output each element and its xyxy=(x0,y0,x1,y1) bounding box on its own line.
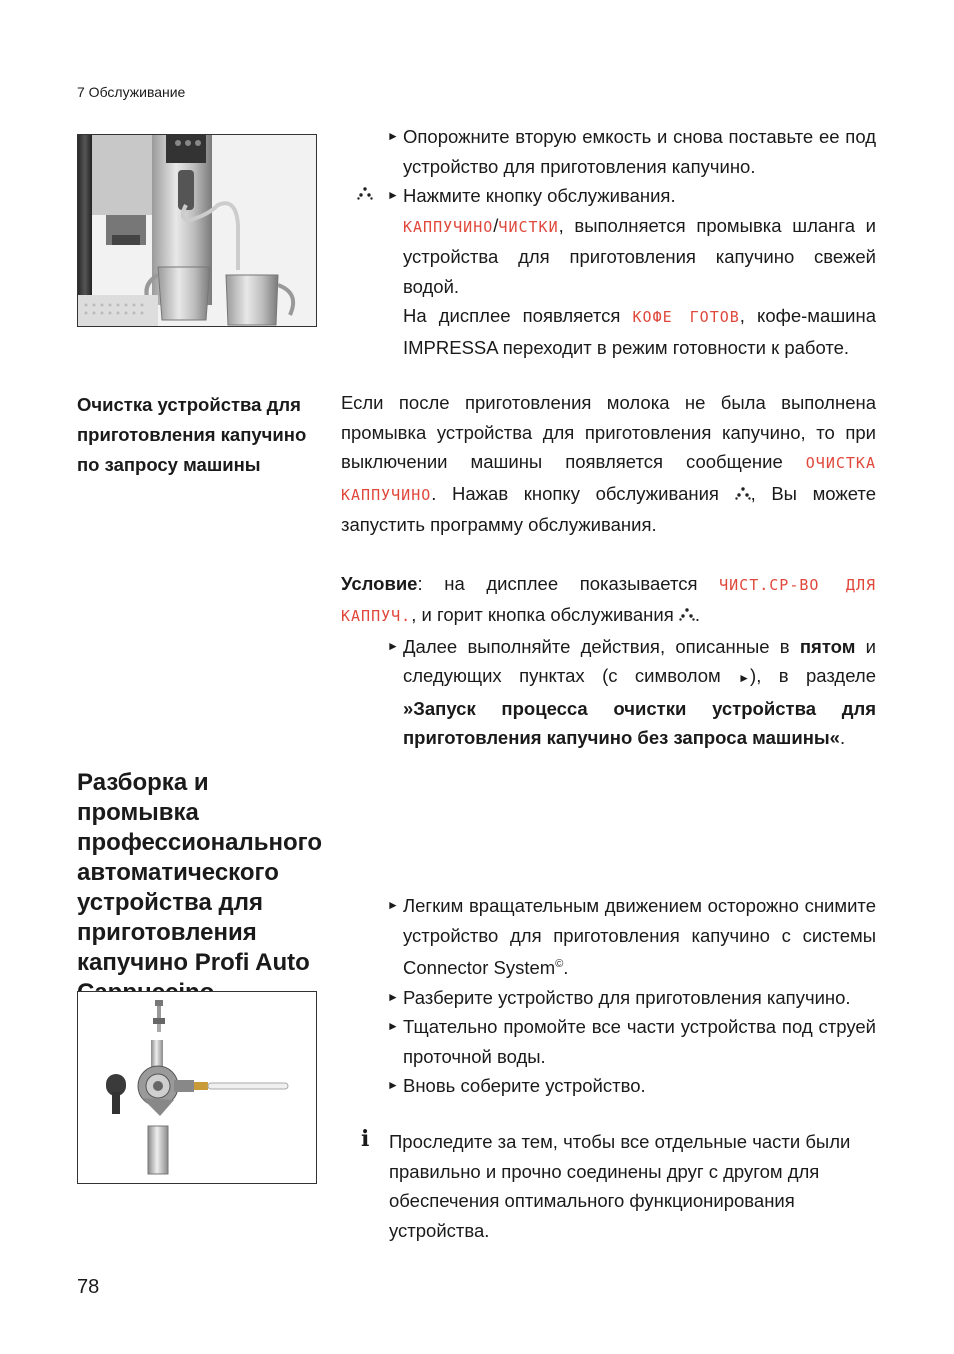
condition-end: . xyxy=(694,604,701,625)
condition-text: : на дисплее показывается xyxy=(417,572,698,594)
block1-bullets xyxy=(387,122,876,362)
copyright-mark: © xyxy=(555,958,564,970)
condition-paragraph xyxy=(341,569,876,632)
figure-machine-jugs xyxy=(77,134,317,327)
bullet-text: Нажмите кнопку обслуживания. xyxy=(403,185,676,206)
display-message: ЧИСТКИ xyxy=(498,217,559,236)
triangle-right-icon: ► xyxy=(387,638,399,653)
bullet-text: Вновь соберите устройство. xyxy=(403,1075,646,1097)
list-item xyxy=(387,181,876,211)
page-number: 78 xyxy=(77,1276,100,1298)
bullet-text: Опорожните вторую емкость и снова поставьте ее под устройство для приготовления капучино. xyxy=(403,126,876,177)
section-heading: Разборка и промывка профессионального автоматического устройства для приготовления капучино Profi Auto xyxy=(77,769,322,976)
block2-body xyxy=(341,388,876,753)
result-text xyxy=(403,211,876,302)
intro-text-3: , Вы можете запустить программу обслуживания. xyxy=(341,482,876,535)
condition-label: Условие xyxy=(341,572,418,594)
triangle-right-icon: ► xyxy=(387,898,399,912)
bullet-text-3: ), в разделе xyxy=(750,665,876,686)
bullet-bold: пятом xyxy=(799,635,856,657)
figure-cappuccino-parts xyxy=(77,991,317,1184)
bullet-text: Легким вращательным движением осторожно снимите устройство для приготовления капучино с системы Connector System xyxy=(403,895,876,979)
info-note: Проследите за тем, чтобы все отдельные части были правильно и прочно соединены друг с другом для обеспечения оптимального функционирования устройства. xyxy=(389,1131,851,1241)
service-drops-icon xyxy=(735,486,751,500)
section-header: 7 Обслуживание xyxy=(77,84,186,100)
section-reference: »Запуск процесса очистки устройства для приготовления капучино без запроса машины« xyxy=(403,697,876,748)
bullet-end: . xyxy=(839,727,846,748)
list-item xyxy=(387,632,876,753)
cappuccino-parts-illustration xyxy=(78,992,316,1183)
result-description: , выполняется промывка шланга и устройства для приготовления капучино свежей водой. xyxy=(403,214,876,297)
triangle-right-icon: ► xyxy=(387,1078,399,1093)
display-message: ОЧИСТКА КАППУЧИНО xyxy=(341,454,876,504)
service-drops-icon xyxy=(679,607,695,621)
bullet-text: Далее выполняйте действия, описанные в xyxy=(403,635,790,657)
bullet-text-2: и следующих пунктах (с символом xyxy=(403,635,876,686)
triangle-right-icon: ► xyxy=(387,129,399,143)
condition-text-2: , и горит кнопка обслуживания xyxy=(411,604,674,625)
intro-text: Если после приготовления молока не была выполнена промывка устройства для приготовления капучино, то при выключении машины появляется сообщение xyxy=(341,392,876,472)
display-message: КАППУЧИНО xyxy=(403,217,494,236)
service-drops-icon xyxy=(357,186,373,205)
ready-text-start: На дисплее появляется xyxy=(403,305,621,326)
ready-text-end: , кофе-машина IMPRESSA переходит в режим готовности к работе. xyxy=(403,305,876,358)
list-item xyxy=(387,983,876,1013)
info-icon: i xyxy=(361,1126,370,1152)
triangle-right-icon: ► xyxy=(387,1019,399,1034)
triangle-right-icon: ► xyxy=(738,671,751,685)
list-item xyxy=(387,1071,876,1101)
list-item xyxy=(387,122,876,181)
list-item xyxy=(387,1012,876,1071)
intro-paragraph xyxy=(341,388,876,540)
list-item xyxy=(387,891,876,983)
side-heading: Очистка устройства для приготовления капучино по запросу машины xyxy=(77,394,307,475)
bullet-text: Тщательно промойте все части устройства под струей проточной воды. xyxy=(403,1016,876,1067)
display-message: ЧИСТ.СР-ВО ДЛЯ КАППУЧ. xyxy=(341,575,877,625)
display-message: КОФЕ ГОТОВ xyxy=(632,308,740,326)
ready-text xyxy=(403,301,876,362)
triangle-right-icon: ► xyxy=(387,989,399,1004)
coffee-machine-illustration xyxy=(78,135,316,326)
intro-text-2: . Нажав кнопку обслуживания xyxy=(431,482,719,504)
slash: / xyxy=(493,214,499,236)
block3-bullets xyxy=(387,891,876,1101)
bullet-end: . xyxy=(563,957,569,979)
bullet-text: Разберите устройство для приготовления капучино. xyxy=(403,986,851,1008)
triangle-right-icon: ► xyxy=(387,188,399,202)
